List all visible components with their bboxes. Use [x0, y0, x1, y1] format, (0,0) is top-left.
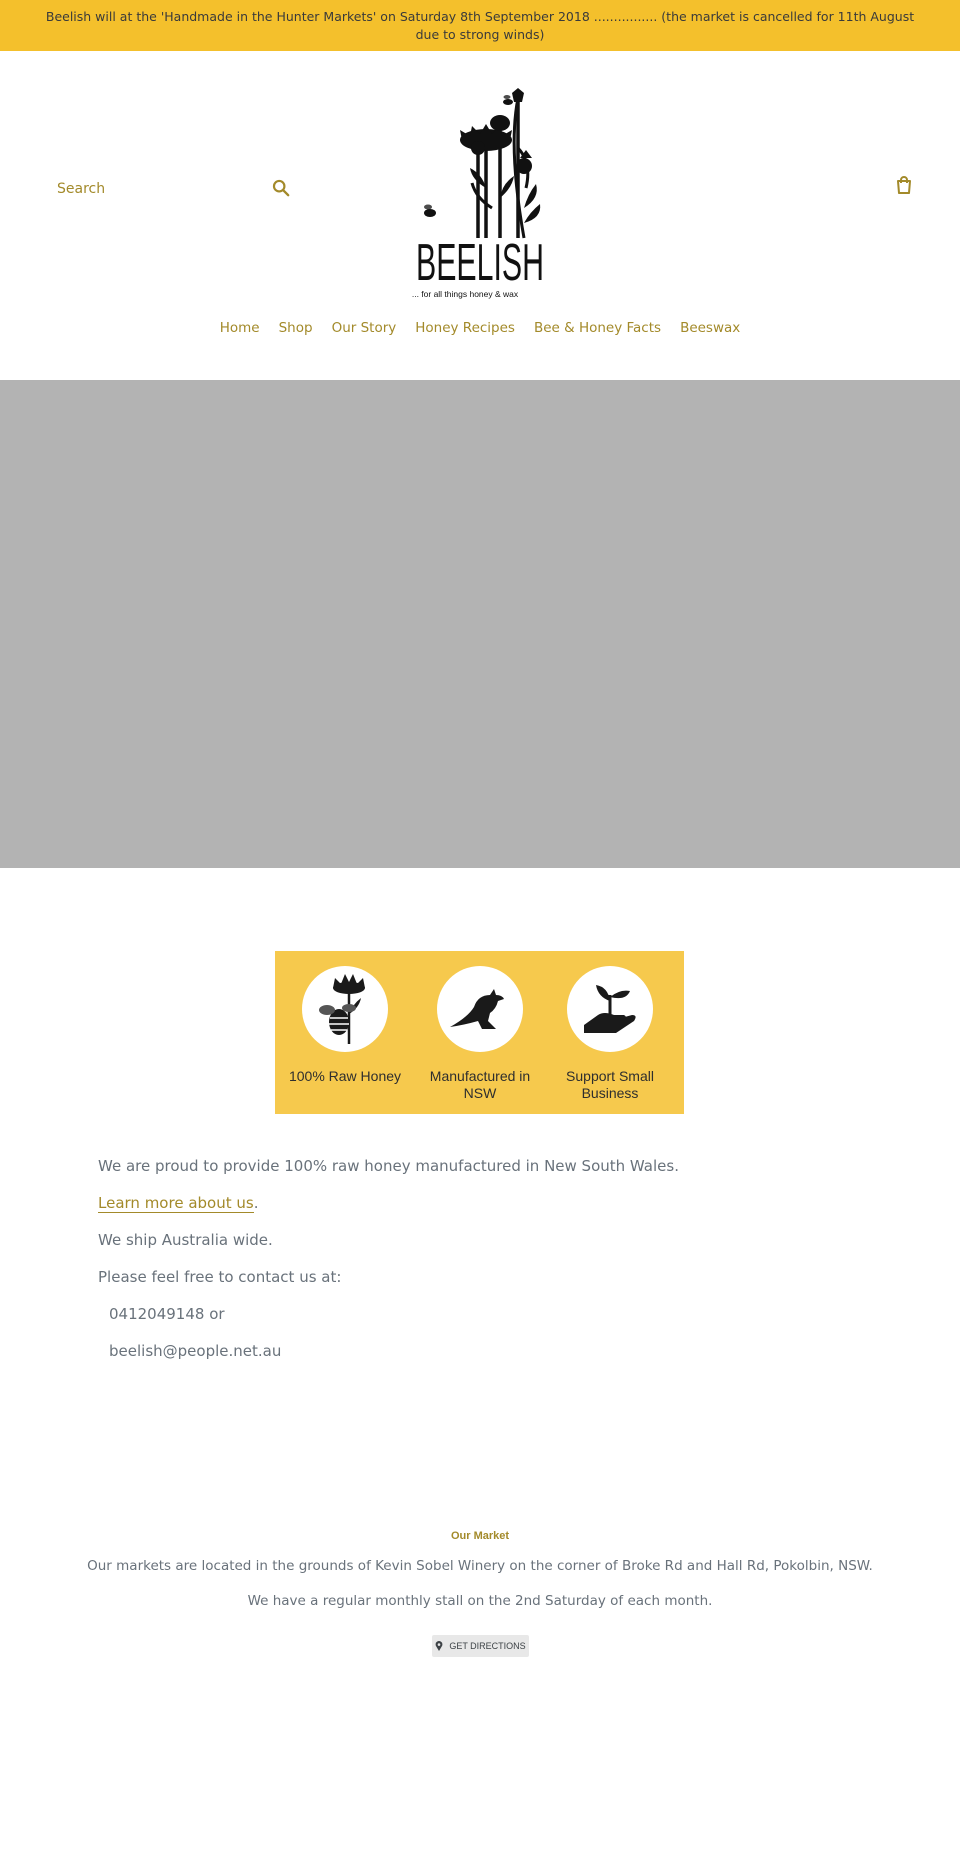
market-schedule-text: We have a regular monthly stall on the 2nd Saturday of each month.: [247, 1593, 713, 1609]
get-directions-button[interactable]: [432, 1635, 529, 1657]
badge-circle: [302, 966, 388, 1052]
market-title: Our Market: [450, 1530, 510, 1542]
about-text-line: We are proud to provide 100% raw honey manufactured in New South Wales.: [98, 1157, 679, 1175]
badge-label: Support Small Business: [566, 1068, 654, 1101]
badge-circle: [437, 966, 523, 1052]
contact-phone: 0412049148 or: [109, 1305, 225, 1323]
badge-label: Manufactured in NSW: [429, 1068, 531, 1101]
badge-support-small-business: [545, 951, 675, 1114]
contact-email: beelish@people.net.au: [109, 1342, 282, 1360]
flower-bee-icon: [315, 974, 375, 1044]
nav-item-bee-honey-facts[interactable]: Bee & Honey Facts: [533, 320, 662, 336]
shipping-text: We ship Australia wide.: [98, 1231, 273, 1249]
map-pin-icon: [435, 1641, 443, 1651]
announcement-bar: [0, 0, 960, 51]
site-header: [0, 51, 960, 380]
cart-button[interactable]: [894, 175, 918, 199]
learn-more-suffix: .: [253, 1194, 259, 1212]
badge-raw-honey: [280, 951, 410, 1114]
hero-image-placeholder: [0, 380, 960, 868]
kangaroo-icon: [448, 987, 512, 1031]
search-icon: [272, 179, 290, 197]
beelish-logo-image: [400, 88, 560, 300]
learn-more-line: [98, 1194, 258, 1212]
market-location-text: Our markets are located in the grounds of Kevin Sobel Winery on the corner of Broke Rd and Hall Rd, Pokolbin, NSW.: [87, 1558, 873, 1574]
badge-label: 100% Raw Honey: [288, 1068, 402, 1084]
search-button[interactable]: [269, 177, 293, 201]
announcement-text: Beelish will at the 'Handmade in the Hunter Markets' on Saturday 8th September 2018 ................ (the market is cancelled for 11th August due to strong winds): [45, 9, 915, 42]
hand-plant-icon: [580, 981, 640, 1037]
feature-badges-banner: [275, 951, 684, 1114]
get-directions-label: GET DIRECTIONS: [449, 1641, 526, 1651]
badge-circle: [567, 966, 653, 1052]
learn-more-link[interactable]: Learn more about us: [98, 1194, 254, 1212]
logo-wordmark: BEELISH: [416, 234, 544, 292]
nav-item-honey-recipes[interactable]: Honey Recipes: [415, 320, 515, 336]
search-form: [57, 173, 297, 205]
badge-manufactured-nsw: [415, 951, 545, 1114]
main-nav: [0, 313, 960, 343]
nav-item-home[interactable]: Home: [219, 320, 260, 336]
nav-item-shop[interactable]: Shop: [278, 320, 313, 336]
site-logo[interactable]: [400, 88, 560, 300]
cart-icon: [894, 175, 914, 195]
nav-item-our-story[interactable]: Our Story: [331, 320, 397, 336]
nav-item-beeswax[interactable]: Beeswax: [680, 320, 741, 336]
contact-text: Please feel free to contact us at:: [98, 1268, 342, 1286]
logo-tagline: ... for all things honey & wax: [411, 289, 519, 299]
search-input[interactable]: [57, 173, 257, 205]
